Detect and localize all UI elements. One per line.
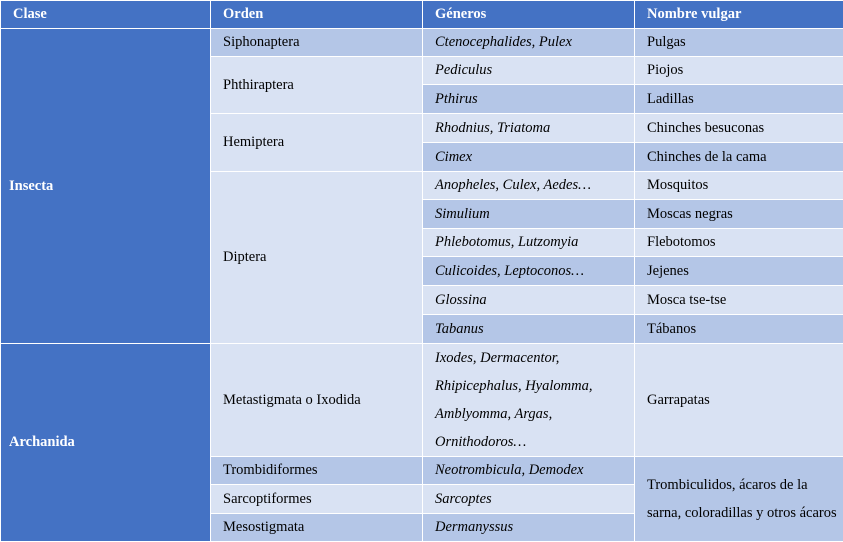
nombre-cell: Piojos — [635, 57, 843, 85]
genero-cell: Pthirus — [423, 85, 635, 114]
orden-cell: Hemiptera — [211, 114, 423, 172]
orden-cell: Mesostigmata — [211, 514, 423, 542]
nombre-cell: Mosquitos — [635, 172, 843, 200]
clase-cell: Insecta — [1, 29, 211, 344]
genero-cell: Phlebotomus, Lutzomyia — [423, 229, 635, 257]
genero-cell: Ixodes, Dermacentor, Rhipicephalus, Hyalomma, Amblyomma, Argas, Ornithodoros… — [423, 344, 635, 457]
genero-cell: Neotrombicula, Demodex — [423, 457, 635, 485]
orden-cell: Sarcoptiformes — [211, 485, 423, 514]
table-row — [1, 344, 843, 457]
genero-cell: Cimex — [423, 143, 635, 172]
nombre-cell: Flebotomos — [635, 229, 843, 257]
genero-cell: Sarcoptes — [423, 485, 635, 514]
nombre-cell: Trombiculidos, ácaros de la sarna, coloradillas y otros ácaros — [635, 457, 843, 542]
nombre-cell: Jejenes — [635, 257, 843, 286]
table-row — [1, 29, 843, 57]
genero-cell: Simulium — [423, 200, 635, 229]
orden-cell: Diptera — [211, 172, 423, 344]
genero-cell: Ctenocephalides, Pulex — [423, 29, 635, 57]
genero-cell: Pediculus — [423, 57, 635, 85]
genero-cell: Anopheles, Culex, Aedes… — [423, 172, 635, 200]
nombre-cell: Mosca tse-tse — [635, 286, 843, 315]
genero-cell: Glossina — [423, 286, 635, 315]
header-generos: Géneros — [423, 1, 635, 29]
orden-cell: Siphonaptera — [211, 29, 423, 57]
genero-cell: Rhodnius, Triatoma — [423, 114, 635, 143]
orden-cell: Metastigmata o Ixodida — [211, 344, 423, 457]
header-nombre-vulgar: Nombre vulgar — [635, 1, 843, 29]
genero-cell: Tabanus — [423, 315, 635, 344]
nombre-cell: Tábanos — [635, 315, 843, 344]
nombre-cell: Pulgas — [635, 29, 843, 57]
header-orden: Orden — [211, 1, 423, 29]
nombre-cell: Ladillas — [635, 85, 843, 114]
clase-cell: Archanida — [1, 344, 211, 542]
nombre-cell: Garrapatas — [635, 344, 843, 457]
genero-cell: Dermanyssus — [423, 514, 635, 542]
nombre-cell: Chinches besuconas — [635, 114, 843, 143]
header-row — [1, 1, 843, 29]
nombre-cell: Moscas negras — [635, 200, 843, 229]
nombre-cell: Chinches de la cama — [635, 143, 843, 172]
genero-cell: Culicoides, Leptoconos… — [423, 257, 635, 286]
orden-cell: Trombidiformes — [211, 457, 423, 485]
header-clase: Clase — [1, 1, 211, 29]
orden-cell: Phthiraptera — [211, 57, 423, 114]
